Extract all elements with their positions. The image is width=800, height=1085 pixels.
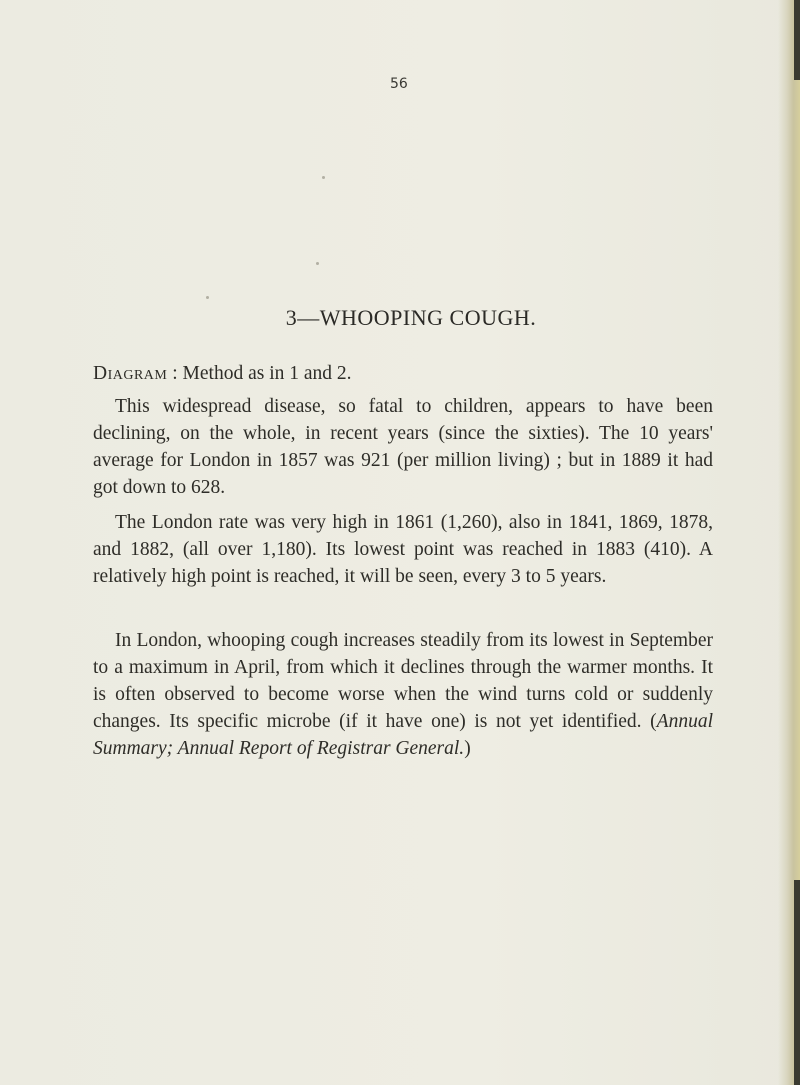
section-heading: 3—WHOOPING COUGH.: [285, 305, 537, 330]
paragraph-london-rate: The London rate was very high in 1861 (1,260), also in 1841, 1869, 1878, and 1882, (all over 1,180). Its lowest point was reached in 1883 (410). A relatively high point is reached, it will be seen, every 3 to 5 years.: [93, 512, 713, 587]
diagram-note: [93, 360, 713, 387]
binding-edge-top: [794, 0, 800, 80]
paragraph-decline: This widespread disease, so fatal to children, appears to have been declining, on the whole, in recent years (since the sixties). The 10 years' average for London in 1857 was 921 (per million living) ; but in 1889 it had got down to 628.: [93, 396, 713, 498]
paragraph-seasonality: [93, 627, 713, 762]
citation-open-paren: (: [650, 711, 657, 732]
citation: Annual Summary; Annual Report of Registrar General.: [93, 711, 714, 759]
paper-speck: [206, 296, 209, 299]
page-number: 56: [390, 76, 408, 92]
paper-speck: [322, 176, 325, 179]
diagram-label: Diagram: [93, 363, 168, 384]
paragraph-seasonality-text: In London, whooping cough increases steadily from its lowest in September to a maximum in April, from which it declines through the warmer months. It is often observed to become worse when the wind turns cold or suddenly changes. Its specific microbe (if it have one) is not yet identified.: [93, 630, 713, 732]
binding-edge-bottom: [794, 880, 800, 1085]
paper-speck: [316, 262, 319, 265]
citation-close-paren: ): [464, 738, 471, 759]
diagram-method-text: : Method as in 1 and 2.: [172, 363, 352, 384]
